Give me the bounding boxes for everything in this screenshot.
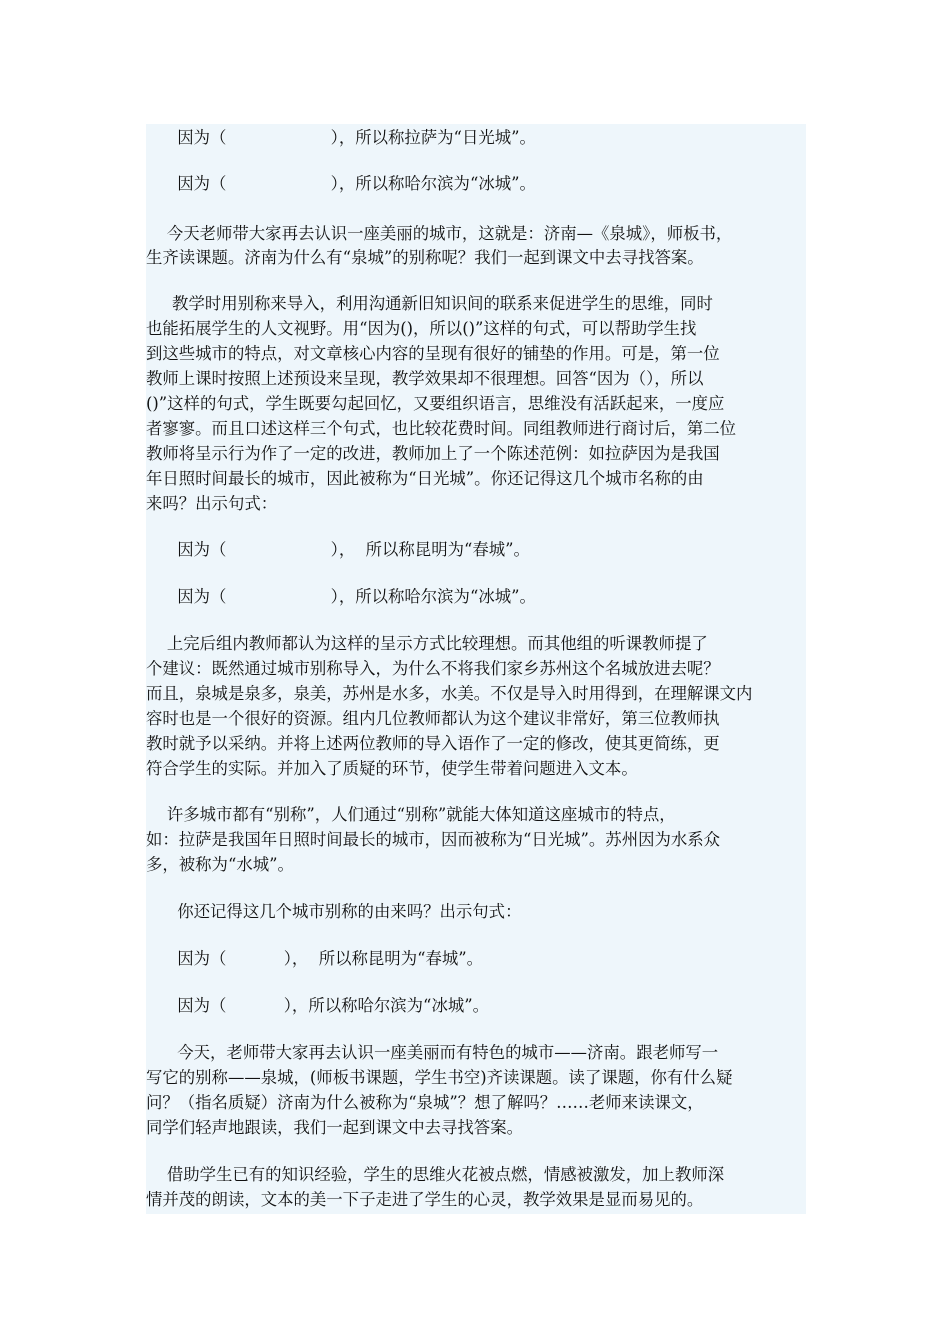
sentence-pattern-kunming: 因为（ ）， 所以称昆明为“春城”。	[146, 949, 484, 968]
paragraph-line: 多，被称为“水城”。	[146, 855, 294, 874]
paragraph-line: 而且，泉城是泉多，泉美，苏州是水多，水美。不仅是导入时用得到，在理解课文内	[146, 684, 753, 703]
paragraph-line: 写它的别称——泉城，(师板书课题，学生书空)齐读课题。读了课题，你有什么疑	[146, 1068, 733, 1087]
paragraph-line: 今天老师带大家再去认识一座美丽的城市，这就是：济南—《泉城》，师板书，	[146, 224, 733, 243]
paragraph-line: 容时也是一个很好的资源。组内几位教师都认为这个建议非常好，第三位教师执	[146, 709, 720, 728]
paragraph-line: 你还记得这几个城市别称的由来吗？出示句式：	[146, 902, 522, 921]
paragraph-line: 个建议：既然通过城市别称导入，为什么不将我们家乡苏州这个名城放进去呢？	[146, 659, 720, 678]
paragraph-line: ()”这样的句式，学生既要勾起回忆，又要组织语言，思维没有活跃起来，一度应	[146, 394, 725, 413]
paragraph-line: 到这些城市的特点，对文章核心内容的呈现有很好的铺垫的作用。可是，第一位	[146, 344, 720, 363]
paragraph-line: 教师将呈示行为作了一定的改进，教师加上了一个陈述范例：如拉萨因为是我国	[146, 444, 720, 463]
paragraph-line: 借助学生已有的知识经验，学生的思维火花被点燃，情感被激发，加上教师深	[146, 1165, 725, 1184]
sentence-pattern-harbin: 因为（ ），所以称哈尔滨为“冰城”。	[146, 996, 489, 1015]
sentence-pattern-kunming: 因为（ ）， 所以称昆明为“春城”。	[146, 540, 530, 559]
paragraph-line: 也能拓展学生的人文视野。用“因为()，所以()”这样的句式，可以帮助学生找	[146, 319, 697, 338]
paragraph-line: 符合学生的实际。并加入了质疑的环节，使学生带着问题进入文本。	[146, 759, 638, 778]
sentence-pattern-harbin: 因为（ ），所以称哈尔滨为“冰城”。	[146, 174, 536, 193]
paragraph-line: 许多城市都有“别称”，人们通过“别称”就能大体知道这座城市的特点，	[146, 805, 676, 824]
paragraph-line: 如：拉萨是我国年日照时间最长的城市，因而被称为“日光城”。苏州因为水系众	[146, 830, 721, 849]
document-text-area	[146, 124, 806, 1214]
paragraph-line: 同学们轻声地跟读，我们一起到课文中去寻找答案。	[146, 1118, 523, 1137]
paragraph-line: 者寥寥。而且口述这样三个句式，也比较花费时间。同组教师进行商讨后，第二位	[146, 419, 737, 438]
paragraph-line: 教学时用别称来导入，利用沟通新旧知识间的联系来促进学生的思维，同时	[146, 294, 713, 313]
sentence-pattern-harbin: 因为（ ），所以称哈尔滨为“冰城”。	[146, 587, 536, 606]
paragraph-line: 教时就予以采纳。并将上述两位教师的导入语作了一定的修改，使其更简练，更	[146, 734, 720, 753]
paragraph-line: 教师上课时按照上述预设来呈现，教学效果却不很理想。回答“因为（），所以	[146, 369, 704, 388]
paragraph-line: 来吗？出示句式：	[146, 494, 278, 513]
paragraph-line: 情并茂的朗读，文本的美一下子走进了学生的心灵，教学效果是显而易见的。	[146, 1190, 704, 1209]
paragraph-line: 年日照时间最长的城市，因此被称为“日光城”。你还记得这几个城市名称的由	[146, 469, 704, 488]
paragraph-line: 今天，老师带大家再去认识一座美丽而有特色的城市——济南。跟老师写一	[146, 1043, 719, 1062]
paragraph-line: 生齐读课题。济南为什么有“泉城”的别称呢？我们一起到课文中去寻找答案。	[146, 248, 704, 267]
sentence-pattern-lhasa: 因为（ ），所以称拉萨为“日光城”。	[146, 128, 536, 147]
paragraph-line: 上完后组内教师都认为这样的呈示方式比较理想。而其他组的听课教师提了	[146, 634, 708, 653]
paragraph-line: 问？（指名质疑）济南为什么被称为“泉城”？想了解吗？……老师来读课文，	[146, 1093, 704, 1112]
